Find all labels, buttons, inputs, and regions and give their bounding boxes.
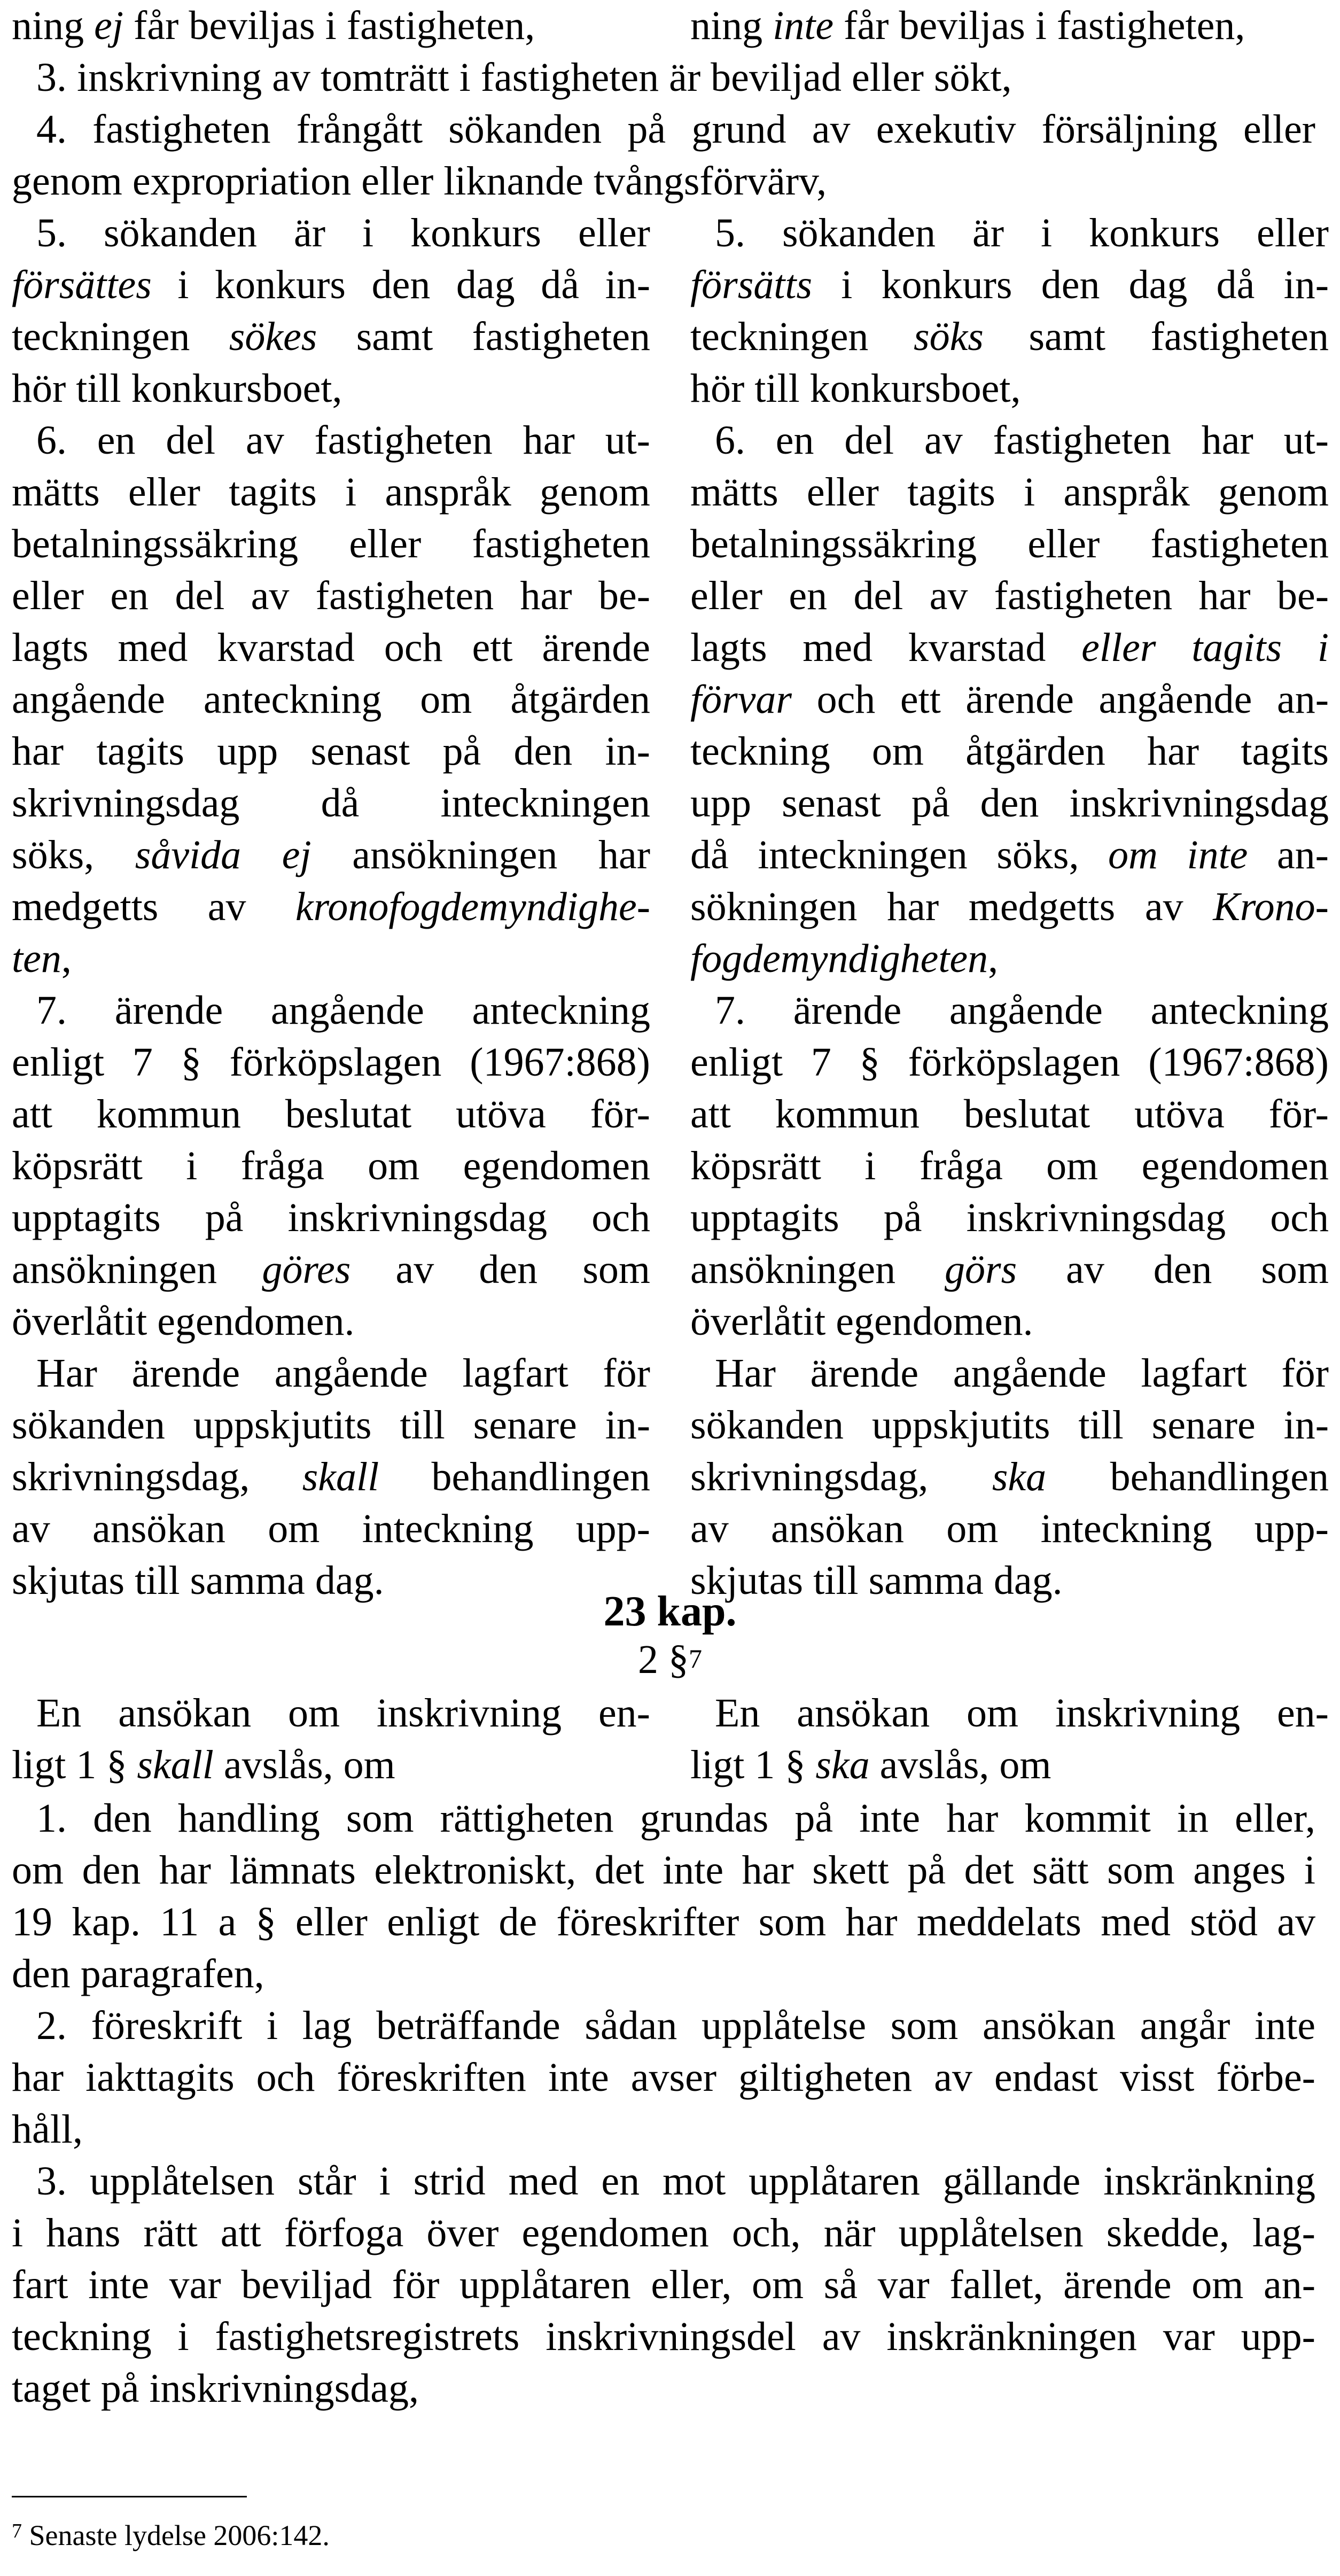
text-run: Har ärende angående lagfart för — [36, 1351, 650, 1396]
text-run: , — [61, 936, 72, 981]
text-run: av den som — [350, 1247, 651, 1292]
text-run: teckning om åtgärden har tagits — [690, 729, 1329, 774]
text-run: av ansökan om inteckning upp- — [12, 1506, 650, 1551]
right-intro — [690, 1687, 1329, 1791]
text-run: ansökningen har — [311, 832, 651, 877]
text-run: 6. en del av fastigheten har ut- — [36, 418, 650, 463]
text-line — [690, 1192, 1329, 1244]
text-run: mätts eller tagits i anspråk genom — [12, 470, 650, 515]
text-run: avslås, om — [869, 1742, 1051, 1787]
text-run-italic: inte — [773, 3, 834, 48]
text-run-italic: försätts — [690, 262, 813, 307]
text-run: medgetts av — [12, 884, 295, 929]
text-run: att kommun beslutat utöva för- — [12, 1092, 650, 1137]
text-run: Har ärende angående lagfart för — [715, 1351, 1329, 1396]
text-run: enligt 7 § förköpslagen (1967:868) — [12, 1040, 650, 1085]
text-line — [690, 518, 1329, 570]
full-width-items — [12, 1793, 1315, 2415]
text-run: ning — [690, 3, 773, 48]
text-run: överlåtit egendomen. — [690, 1299, 1033, 1344]
text-line — [12, 259, 650, 311]
text-run-italic: skall — [302, 1454, 379, 1499]
text-run-italic: såvida ej — [135, 832, 311, 877]
text-run: ligt 1 § — [12, 1742, 137, 1787]
text-run: teckningen — [690, 314, 914, 359]
footnote-rule — [12, 2496, 247, 2497]
text-run: sökanden uppskjutits till senare in- — [690, 1403, 1329, 1447]
text-line: 2. föreskrift i lag beträffande sådan upplåtelse som ansökan angår inte — [36, 2003, 1315, 2048]
text-run: sökningen har medgetts av — [690, 884, 1213, 929]
text-run: upptagits på inskrivningsdag och — [690, 1195, 1329, 1240]
text-line — [690, 1037, 1329, 1088]
text-run-italic: göres — [262, 1247, 351, 1292]
text-run: En ansökan om inskrivning en- — [36, 1691, 650, 1736]
text-run: teckningen — [12, 314, 229, 359]
text-line — [12, 674, 650, 726]
text-line — [12, 518, 650, 570]
item-3: 3. inskrivning av tomträtt i fastigheten är beviljad eller sökt, — [36, 55, 1012, 100]
text-run: enligt 7 § förköpslagen (1967:868) — [690, 1040, 1329, 1085]
text-line — [12, 1687, 650, 1739]
text-line — [12, 777, 650, 829]
text-run-italic: ej — [94, 3, 123, 48]
text-line — [12, 1503, 650, 1555]
text-run: i konkurs den dag då in- — [151, 262, 650, 307]
text-run-italic: om inte — [1108, 832, 1248, 877]
text-line — [12, 829, 650, 881]
text-run: skjutas till samma dag. — [690, 1558, 1063, 1603]
text-line — [12, 311, 650, 363]
text-run: ansökningen — [690, 1247, 945, 1292]
text-run: lagts med kvarstad — [690, 625, 1082, 670]
right-column-block — [690, 207, 1329, 1607]
text-run: skrivningsdag då inteckningen — [12, 781, 650, 826]
text-run: överlåtit egendomen. — [12, 1299, 355, 1344]
text-run: 6. en del av fastigheten har ut- — [715, 418, 1329, 463]
text-run-italic: söks — [914, 314, 984, 359]
text-line — [12, 1244, 650, 1296]
text-line — [690, 1399, 1329, 1451]
left-intro — [12, 1687, 650, 1791]
text-line: i hans rätt att förfoga över egendomen och, när upplåtelsen skedde, lag- — [12, 2211, 1315, 2255]
text-line — [12, 570, 650, 622]
text-line: 1. den handling som rättigheten grundas på inte har kommit in eller, — [36, 1796, 1315, 1841]
text-run: sökanden uppskjutits till senare in- — [12, 1403, 650, 1447]
text-line — [12, 1192, 650, 1244]
text-run: får beviljas i fastigheten, — [833, 3, 1245, 48]
text-line — [690, 1140, 1329, 1192]
text-run-italic: skall — [137, 1742, 214, 1787]
text-run: söks, — [12, 832, 135, 877]
text-line — [12, 1037, 650, 1088]
text-line — [690, 1503, 1329, 1555]
text-run-italic: eller tagits i — [1081, 625, 1329, 670]
footnote-reference: 7 — [689, 1644, 702, 1674]
paragraph — [12, 1348, 650, 1607]
text-run: att kommun beslutat utöva för- — [690, 1092, 1329, 1137]
text-line: fart inte var beviljad för upplåtaren eller, om så var fallet, ärende om an- — [12, 2262, 1315, 2307]
text-run-italic: kronofogdemyndighe- — [295, 884, 650, 929]
text-run: ning — [12, 3, 95, 48]
text-line — [690, 985, 1329, 1037]
text-line — [12, 622, 650, 674]
text-line: 19 kap. 11 a § eller enligt de föreskrifter som har meddelats med stöd av — [12, 1900, 1315, 1944]
text-run: 5. sökanden är i konkurs eller — [36, 211, 650, 255]
text-line — [12, 1399, 650, 1451]
text-run-italic: ska — [815, 1742, 870, 1787]
text-run: hör till konkursboet, — [690, 366, 1021, 411]
text-run: behandlingen — [1046, 1454, 1329, 1499]
text-line — [12, 881, 650, 933]
paragraph — [690, 207, 1329, 415]
text-line — [690, 881, 1329, 933]
text-run: upptagits på inskrivningsdag och — [12, 1195, 650, 1240]
text-run: avslås, om — [213, 1742, 395, 1787]
text-line — [12, 933, 650, 985]
text-line — [690, 1088, 1329, 1140]
paragraph — [690, 985, 1329, 1348]
text-run: får beviljas i fastigheten, — [123, 3, 535, 48]
text-run: skrivningsdag, — [12, 1454, 302, 1499]
text-run: av ansökan om inteckning upp- — [690, 1506, 1329, 1551]
text-run: angående anteckning om åtgärden — [12, 677, 650, 722]
text-line — [690, 415, 1329, 466]
text-line — [690, 933, 1329, 985]
paragraph-heading — [0, 1634, 1340, 1686]
text-run: skrivningsdag, — [690, 1454, 992, 1499]
text-line — [12, 1348, 650, 1399]
text-run: samt fastigheten — [317, 314, 651, 359]
text-run-italic: försättes — [12, 262, 152, 307]
text-line — [690, 777, 1329, 829]
text-line: den paragrafen, — [12, 1951, 264, 1996]
paragraph — [12, 985, 650, 1348]
text-line — [12, 1140, 650, 1192]
paragraph-item2 — [12, 2000, 1315, 2155]
text-run: upp senast på den inskrivningsdag — [690, 781, 1329, 826]
text-line — [12, 466, 650, 518]
text-run-italic: förvar — [690, 677, 792, 722]
text-line — [690, 1451, 1329, 1503]
text-line — [690, 622, 1329, 674]
text-line — [690, 1687, 1329, 1739]
text-line: taget på inskrivningsdag, — [12, 2366, 419, 2411]
text-line — [12, 363, 650, 415]
left-column-block — [12, 207, 650, 1607]
paragraph — [690, 415, 1329, 985]
text-run: ansökningen — [12, 1247, 262, 1292]
paragraph-number: 2 § — [638, 1637, 689, 1682]
text-run: eller en del av fastigheten har be- — [690, 573, 1329, 618]
text-run: , — [988, 936, 999, 981]
text-run: betalningssäkring eller fastigheten — [690, 522, 1329, 566]
text-run: då inteckningen söks, — [690, 832, 1109, 877]
text-run: skjutas till samma dag. — [12, 1558, 384, 1603]
text-line — [690, 311, 1329, 363]
text-run: har tagits upp senast på den in- — [12, 729, 650, 774]
text-line — [690, 1348, 1329, 1399]
right-col-fragment — [690, 0, 1245, 52]
paragraph — [12, 207, 650, 415]
text-run: lagts med kvarstad och ett ärende — [12, 625, 650, 670]
text-run-italic: görs — [945, 1247, 1017, 1292]
text-run: mätts eller tagits i anspråk genom — [690, 470, 1329, 515]
footnote — [12, 2517, 330, 2554]
text-line — [12, 726, 650, 777]
text-line — [12, 985, 650, 1037]
text-run-italic: Krono- — [1213, 884, 1329, 929]
full-width-items-3-4 — [12, 52, 1315, 207]
text-line — [690, 570, 1329, 622]
text-run-italic: ten — [12, 936, 61, 981]
text-line — [690, 363, 1329, 415]
text-run: 7. ärende angående anteckning — [36, 988, 650, 1033]
text-line — [690, 829, 1329, 881]
text-line — [12, 1296, 650, 1348]
item-4-line-2: genom expropriation eller liknande tvångsförvärv, — [12, 159, 827, 204]
text-run: 5. sökanden är i konkurs eller — [715, 211, 1329, 255]
text-line — [12, 207, 650, 259]
paragraph-item3 — [12, 2155, 1315, 2415]
paragraph — [12, 415, 650, 985]
footnote-number: 7 — [12, 2520, 22, 2542]
text-run: ligt 1 § — [690, 1742, 816, 1787]
text-run: samt fastigheten — [983, 314, 1329, 359]
paragraph-item1 — [12, 1793, 1315, 2000]
footnote-text: Senaste lydelse 2006:142. — [22, 2519, 330, 2551]
text-line — [690, 1739, 1329, 1791]
text-line — [690, 1296, 1329, 1348]
text-line — [12, 1451, 650, 1503]
paragraph — [690, 1687, 1329, 1791]
text-run: köpsrätt i fråga om egendomen — [12, 1143, 650, 1188]
text-run: En ansökan om inskrivning en- — [715, 1691, 1329, 1736]
paragraph — [690, 1348, 1329, 1607]
text-run-italic: fogdemyndigheten — [690, 936, 988, 981]
text-line — [690, 207, 1329, 259]
text-run: och ett ärende angående an- — [792, 677, 1329, 722]
text-line — [690, 726, 1329, 777]
text-line: har iakttagits och föreskriften inte avser giltigheten av endast visst förbe- — [12, 2055, 1315, 2100]
text-run: i konkurs den dag då in- — [812, 262, 1329, 307]
text-line — [690, 466, 1329, 518]
text-line — [12, 1088, 650, 1140]
text-line — [690, 674, 1329, 726]
text-run: an- — [1248, 832, 1329, 877]
text-line: 3. upplåtelsen står i strid med en mot upplåtaren gällande inskränkning — [36, 2159, 1315, 2204]
text-line — [690, 1244, 1329, 1296]
text-line — [690, 259, 1329, 311]
text-run: hör till konkursboet, — [12, 366, 342, 411]
text-line — [12, 1739, 650, 1791]
text-run-italic: ska — [992, 1454, 1047, 1499]
text-line: teckning i fastighetsregistrets inskrivningsdel av inskränkningen var upp- — [12, 2314, 1315, 2359]
item-4-line-1: 4. fastigheten frångått sökanden på grund av exekutiv försäljning eller — [36, 107, 1315, 152]
text-run: av den som — [1017, 1247, 1329, 1292]
text-run: köpsrätt i fråga om egendomen — [690, 1143, 1329, 1188]
chapter-heading: 23 kap. — [603, 1588, 737, 1635]
paragraph — [12, 1687, 650, 1791]
text-run-italic: sökes — [229, 314, 317, 359]
text-run: behandlingen — [379, 1454, 650, 1499]
text-run: eller en del av fastigheten har be- — [12, 573, 650, 618]
text-line: håll, — [12, 2107, 83, 2152]
left-col-fragment — [12, 0, 535, 52]
text-run: 7. ärende angående anteckning — [715, 988, 1329, 1033]
text-line: om den har lämnats elektroniskt, det inte har skett på det sätt som anges i — [12, 1848, 1315, 1893]
text-run: betalningssäkring eller fastigheten — [12, 522, 650, 566]
text-line — [12, 415, 650, 466]
